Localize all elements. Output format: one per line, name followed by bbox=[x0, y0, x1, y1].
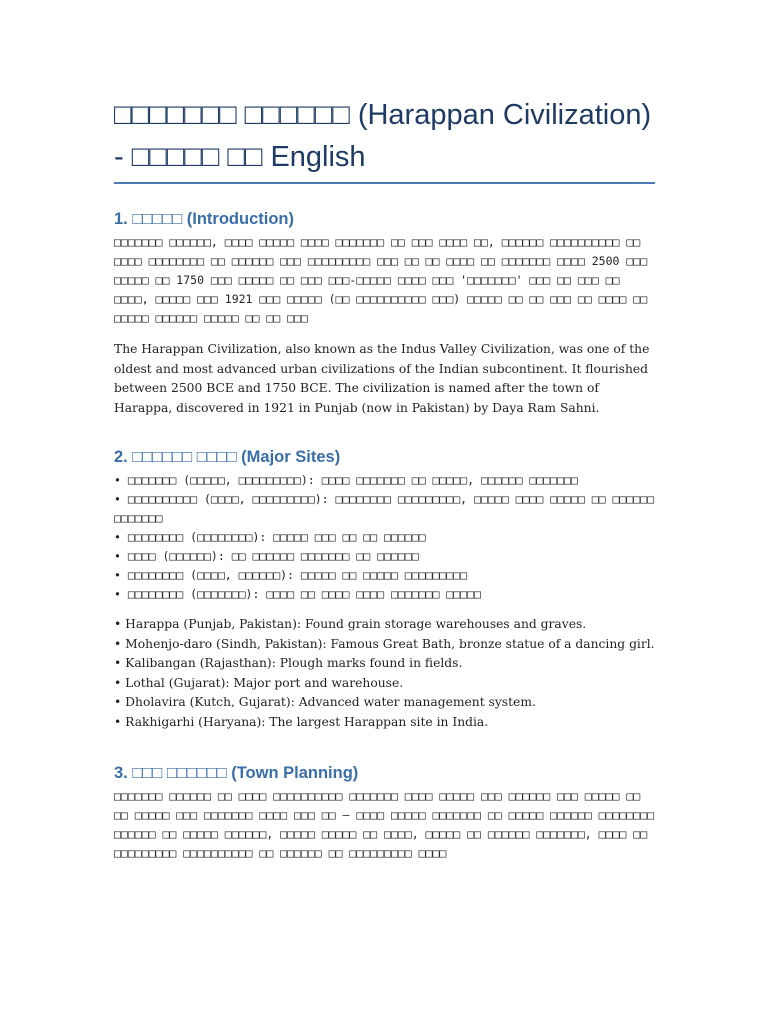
list-item: • □□□□□□□□□□ (□□□□, □□□□□□□□□): □□□□□□□□ □□□□□□□□□, □□□□□ □□□□ □□□□□ □□ □□□□□□ □□□□□□□ bbox=[114, 492, 655, 525]
introduction-english-paragraph: The Harappan Civilization, also known as the Indus Valley Civilization, was one of the oldest and most advanced urban civilizations of the Indian subcontinent. It flourished between 2500 BCE and 1750 BCE. The civilization is named after the town of Harappa, discovered in 1921 in Punjab (now in Pakistan) by Daya Ram Sahni. bbox=[114, 342, 650, 415]
list-item: • □□□□ (□□□□□□): □□ □□□□□□ □□□□□□□ □□ □□□□□□ bbox=[114, 549, 419, 563]
introduction-hindi-paragraph: □□□□□□□ □□□□□□, □□□□ □□□□□ □□□□ □□□□□□□ □□ □□□ □□□□ □□, □□□□□□ □□□□□□□□□□ □□ □□□□ □□□□□□□□ □□ □□□□□□ □□□ □□□□□□□□□ □□□ □□ □□ □□□□ □□ □□□□□□□ □□□□ 2500 □□□ □□□□□ □□ 1750 □□□ □□□□□ □□ □□□ □□□-□□□□□ □□□□ □□□ '□□□□□□□' □□□ □□ □□□ □□ □□□□, □□□□□ □□□ 1921 □□□ □□□□□ (□□ □□□□□□□□□□ □□□) □□□□□ □□ □□ □□□ □□ □□□□ □□ □□□□□ □□□□□□ □□□□□ □□ □□ □□□ bbox=[114, 235, 648, 325]
section-heading-town-planning: 3. □□□ □□□□□□ (Town Planning) bbox=[114, 764, 359, 782]
list-item: • Rakhigarhi (Haryana): The largest Harappan site in India. bbox=[114, 714, 489, 729]
document-title: □□□□□□□ □□□□□□ (Harappan Civilization) - □□□□□ □□ English bbox=[114, 99, 652, 173]
list-item: • Dholavira (Kutch, Gujarat): Advanced water management system. bbox=[114, 695, 536, 709]
list-item: • Lothal (Gujarat): Major port and warehouse. bbox=[114, 675, 404, 690]
major-sites-english-list bbox=[114, 615, 655, 732]
title-underline bbox=[114, 182, 655, 184]
section-heading-introduction: 1. □□□□□ (Introduction) bbox=[114, 210, 294, 228]
list-item: • □□□□□□□□ (□□□□, □□□□□□): □□□□□ □□ □□□□□ □□□□□□□□□ bbox=[114, 568, 468, 582]
section-heading-major-sites: 2. □□□□□□ □□□□ (Major Sites) bbox=[114, 448, 341, 466]
list-item: • □□□□□□□□ (□□□□□□□): □□□□ □□ □□□□ □□□□ □□□□□□□ □□□□□ bbox=[114, 587, 481, 601]
list-item: • Harappa (Punjab, Pakistan): Found grain storage warehouses and graves. bbox=[114, 617, 587, 631]
list-item: • Kalibangan (Rajasthan): Plough marks found in fields. bbox=[114, 656, 463, 670]
list-item: • □□□□□□□□ (□□□□□□□□): □□□□□ □□□ □□ □□ □□□□□□ bbox=[114, 530, 426, 544]
major-sites-hindi-list bbox=[114, 471, 655, 604]
list-item: • Mohenjo-daro (Sindh, Pakistan): Famous Great Bath, bronze statue of a dancing girl. bbox=[114, 636, 655, 651]
list-item: • □□□□□□□ (□□□□□, □□□□□□□□□): □□□□ □□□□□□□ □□ □□□□□, □□□□□□ □□□□□□□ bbox=[114, 473, 578, 487]
town-planning-hindi-paragraph: □□□□□□□ □□□□□□ □□ □□□□ □□□□□□□□□□ □□□□□□□ □□□□ □□□□□ □□□ □□□□□□ □□□ □□□□□ □□ □□ □□□□□ □□□ □□□□□□□ □□□□ □□□ □□ – □□□□ □□□□□ □□□□□□□ □□ □□□□□ □□□□□□ □□□□□□□□ □□□□□□ □□ □□□□□ □□□□□□, □□□□□ □□□□□ □□ □□□□, □□□□□ □□ □□□□□□ □□□□□□□, □□□□ □□ □□□□□□□□□ □□□□□□□□□□ □□ □□□□□□ □□ □□□□□□□□□ □□□□ bbox=[114, 789, 655, 860]
